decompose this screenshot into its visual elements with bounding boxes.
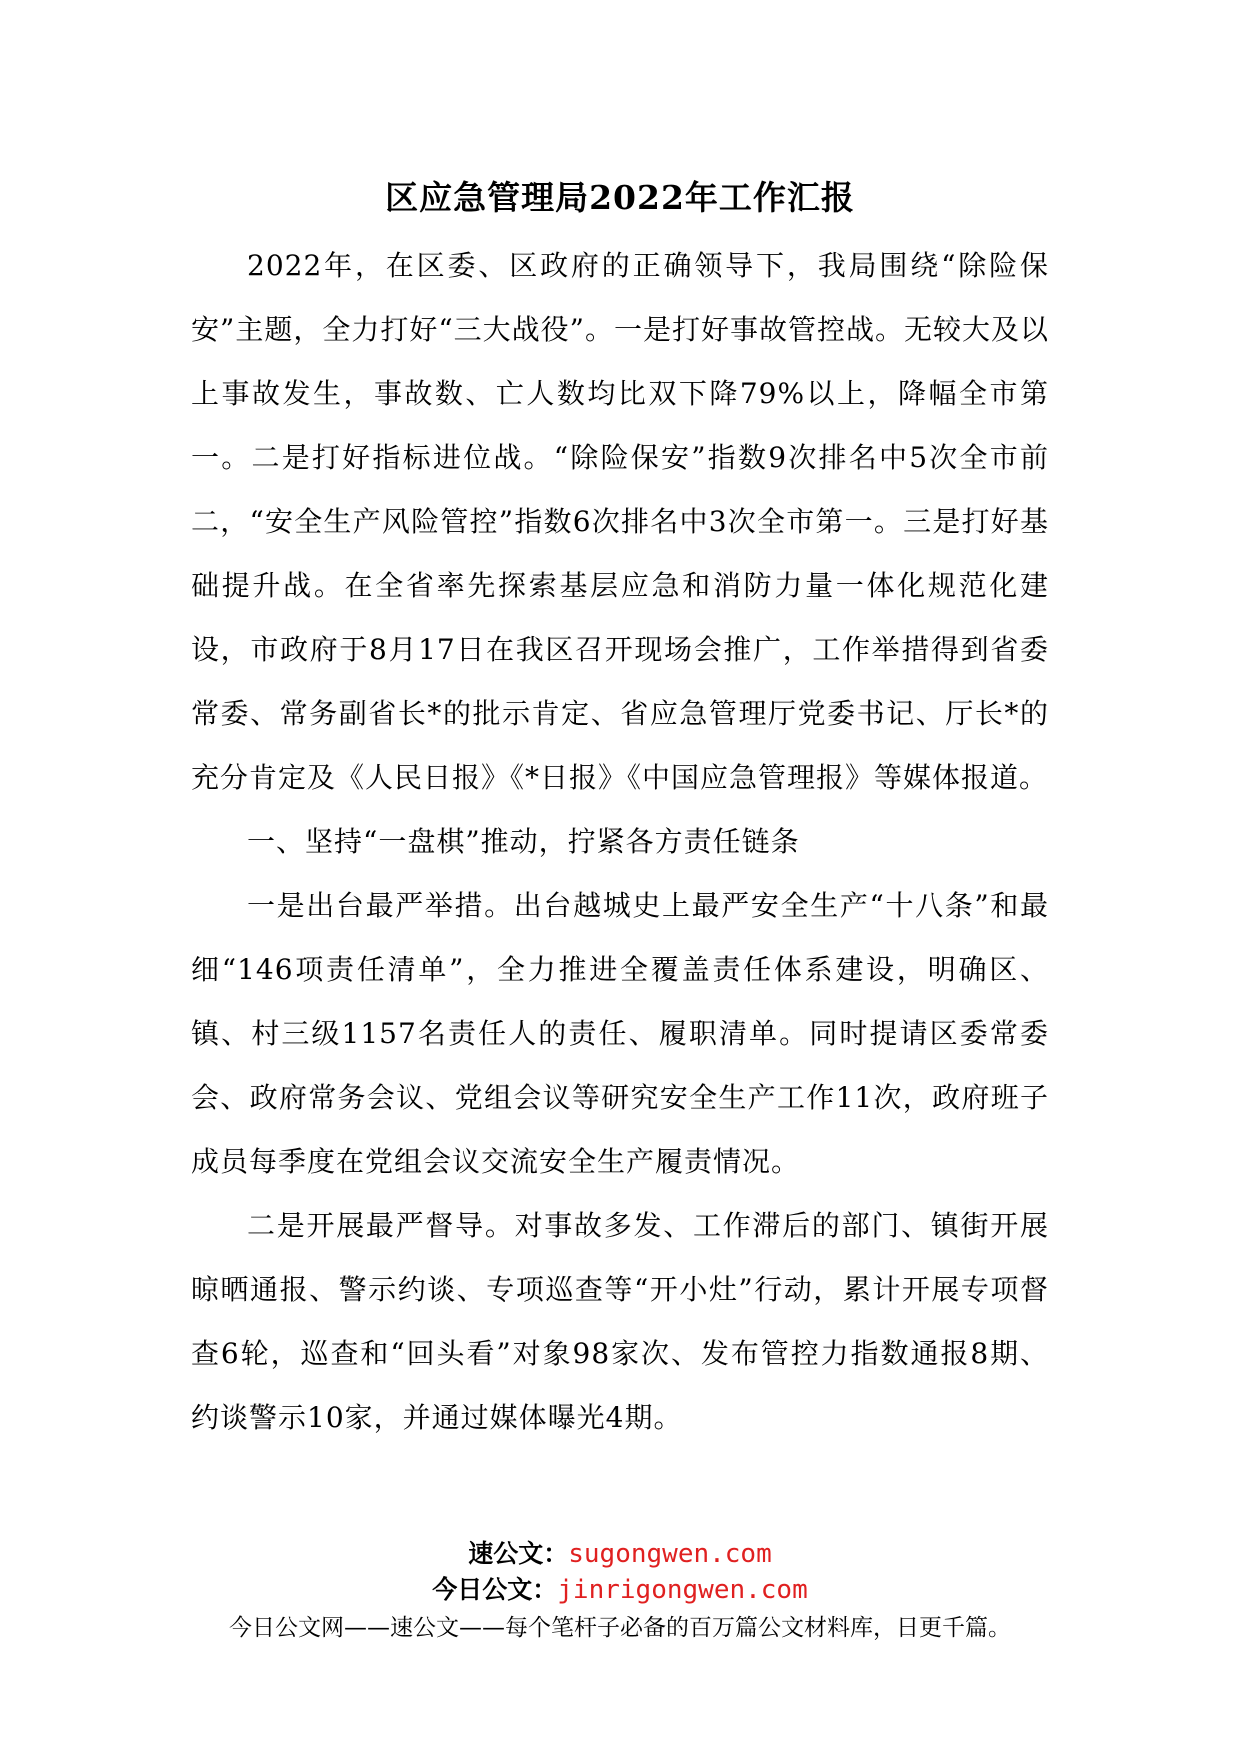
footer-line-sugongwen [0, 1536, 1240, 1572]
footer-label-sugongwen: 速公文： [468, 1539, 569, 1568]
footer-watermark [0, 1536, 1240, 1648]
footer-link-sugongwen[interactable]: sugongwen.com [568, 1539, 772, 1569]
paragraph-intro: 2022年，在区委、区政府的正确领导下，我局围绕“除险保安”主题，全力打好“三大战役”。一是打好事故管控战。无较大及以上事故发生，事故数、亡人数均比双下降79%以上，降幅全市第一。二是打好指标进位战。“除险保安”指数9次排名中5次全市前二，“安全生产风险管控”指数6次排名中3次全市第一。三是打好基础提升战。在全省率先探索基层应急和消防力量一体化规范化建设，市政府于8月17日在我区召开现场会推广，工作举措得到省委常委、常务副省长*的批示肯定、省应急管理厅党委书记、厅长*的充分肯定及《人民日报》《*日报》《中国应急管理报》等媒体报道。 [191, 249, 1049, 794]
section-heading-1: 一、坚持“一盘棋”推动，拧紧各方责任链条 [247, 825, 800, 858]
footer-label-jinrigongwen: 今日公文： [432, 1575, 558, 1604]
document-title: 区应急管理局2022年工作汇报 [385, 178, 855, 217]
footer-slogan: 今日公文网——速公文——每个笔杆子必备的百万篇公文材料库，日更千篇。 [229, 1615, 1011, 1641]
footer-link-jinrigongwen[interactable]: jinrigongwen.com [557, 1575, 808, 1605]
paragraph-measures: 一是出台最严举措。出台越城史上最严安全生产“十八条”和最细“146项责任清单”，全力推进全覆盖责任体系建设，明确区、镇、村三级1157名责任人的责任、履职清单。同时提请区委常委会、政府常务会议、党组会议等研究安全生产工作11次，政府班子成员每季度在党组会议交流安全生产履责情况。 [191, 889, 1049, 1178]
paragraph-supervision: 二是开展最严督导。对事故多发、工作滞后的部门、镇街开展晾晒通报、警示约谈、专项巡查等“开小灶”行动，累计开展专项督查6轮，巡查和“回头看”对象98家次、发布管控力指数通报8期、约谈警示10家，并通过媒体曝光4期。 [191, 1209, 1049, 1434]
document-body [191, 234, 1049, 1450]
footer-line-jinrigongwen [0, 1572, 1240, 1608]
